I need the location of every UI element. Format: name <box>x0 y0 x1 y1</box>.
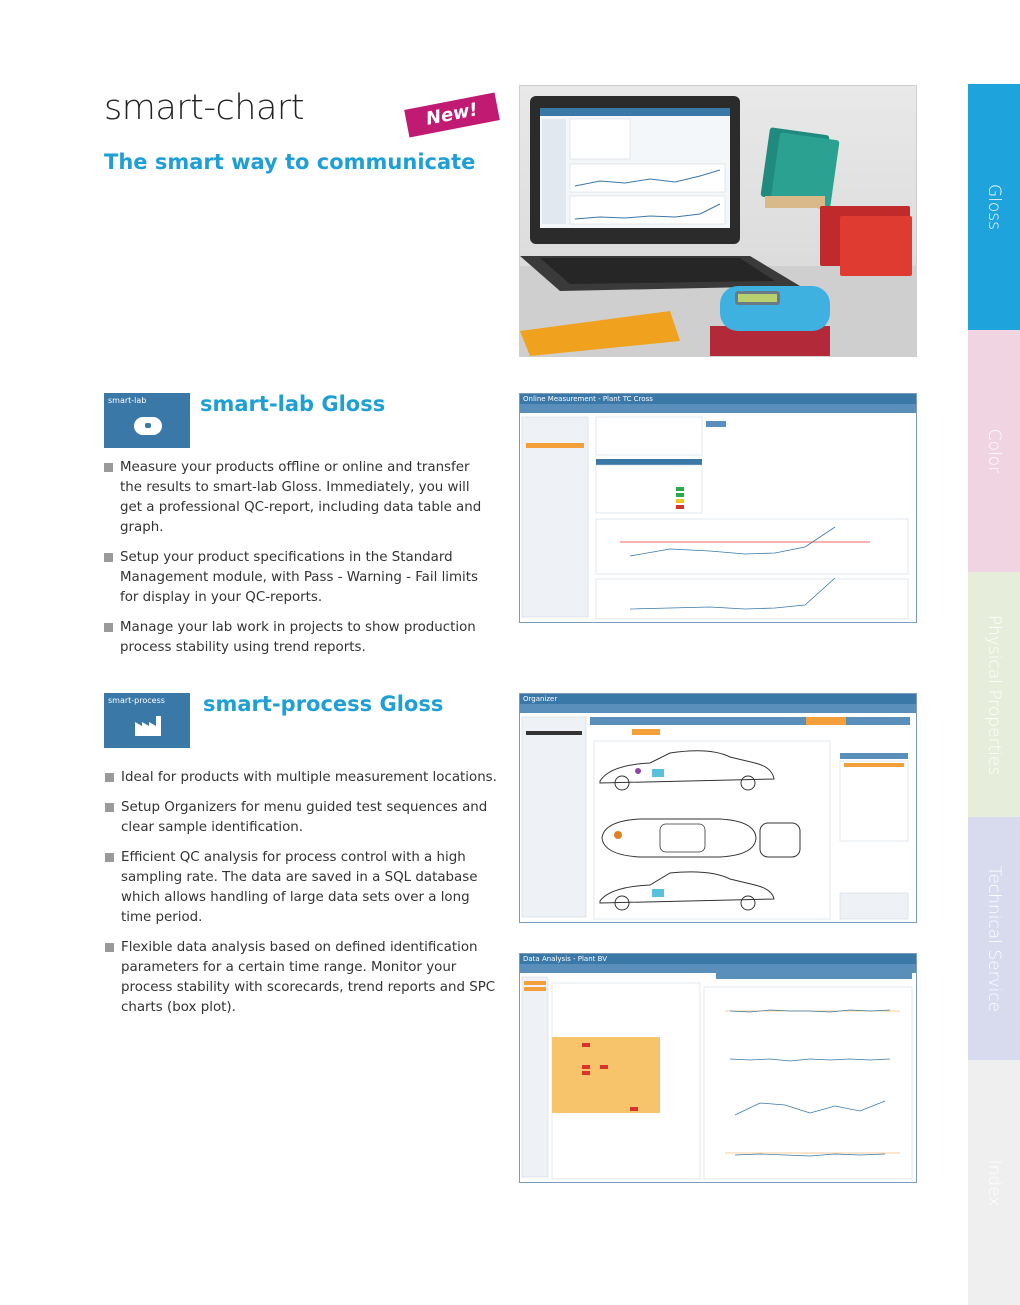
data-analysis-toolbar <box>520 964 916 973</box>
smart-process-bullet-list <box>105 768 500 1028</box>
smart-lab-tile <box>104 393 190 448</box>
page-title: smart-chart <box>104 88 305 128</box>
smart-process-heading: smart-process Gloss <box>203 692 444 716</box>
smart-lab-heading: smart-lab Gloss <box>200 392 386 416</box>
smart-lab-bullet: Manage your lab work in projects to show production process stability using trend reports. <box>104 618 489 658</box>
online-measurement-titlebar: Online Measurement - Plant TC Cross <box>520 394 916 404</box>
smart-lab-bullet-list <box>104 458 489 668</box>
smart-process-bullet: Efficient QC analysis for process control with a high sampling rate. The data are saved in a SQL database which allows handling of large data sets over a long time period. <box>105 848 500 928</box>
smart-process-bullet: Setup Organizers for menu guided test sequences and clear sample identification. <box>105 798 500 838</box>
side-tab-color-label: Color <box>984 428 1004 474</box>
glossmeter-icon-dot <box>145 423 151 428</box>
side-tab-physical-properties-label: Physical Properties <box>984 614 1004 775</box>
page-subtitle: The smart way to communicate <box>104 150 476 174</box>
organizer-titlebar: Organizer <box>520 694 916 704</box>
data-analysis-body <box>520 973 916 1181</box>
smart-lab-tile-label: smart-lab <box>108 396 147 405</box>
side-tab-gloss-label: Gloss <box>984 183 1004 231</box>
laptop-photo-illustration <box>520 86 916 356</box>
organizer-toolbar <box>520 704 916 713</box>
side-tab-technical-service-label: Technical Service <box>984 865 1004 1012</box>
smart-process-bullet: Ideal for products with multiple measurement locations. <box>105 768 500 788</box>
side-tab-index-label: Index <box>984 1159 1004 1206</box>
data-analysis-screenshot <box>519 953 917 1183</box>
organizer-body <box>520 713 916 921</box>
online-measurement-body <box>520 413 916 621</box>
side-tab-index[interactable] <box>968 1060 1020 1305</box>
side-tab-physical-properties[interactable] <box>968 572 1020 817</box>
new-badge: New! <box>404 92 500 137</box>
side-tab-technical-service[interactable] <box>968 817 1020 1060</box>
smart-process-tile <box>104 693 190 748</box>
online-measurement-toolbar <box>520 404 916 413</box>
hero-photo <box>519 85 917 357</box>
smart-lab-bullet: Measure your products offline or online and transfer the results to smart-lab Gloss. Immediately, you will get a professional QC-report, including data table and graph. <box>104 458 489 538</box>
side-tab-gloss[interactable] <box>968 84 1020 330</box>
organizer-screenshot <box>519 693 917 923</box>
data-analysis-titlebar: Data Analysis - Plant BV <box>520 954 916 964</box>
side-tab-color[interactable] <box>968 330 1020 572</box>
smart-process-bullet: Flexible data analysis based on defined identification parameters for a certain time range. Monitor your process stability with scorecards, trend reports and SPC charts (box plot). <box>105 938 500 1018</box>
smart-lab-bullet: Setup your product specifications in the Standard Management module, with Pass - Warning - Fail limits for display in your QC-reports. <box>104 548 489 608</box>
smart-process-tile-label: smart-process <box>108 696 165 705</box>
online-measurement-screenshot <box>519 393 917 623</box>
factory-icon <box>135 716 161 736</box>
